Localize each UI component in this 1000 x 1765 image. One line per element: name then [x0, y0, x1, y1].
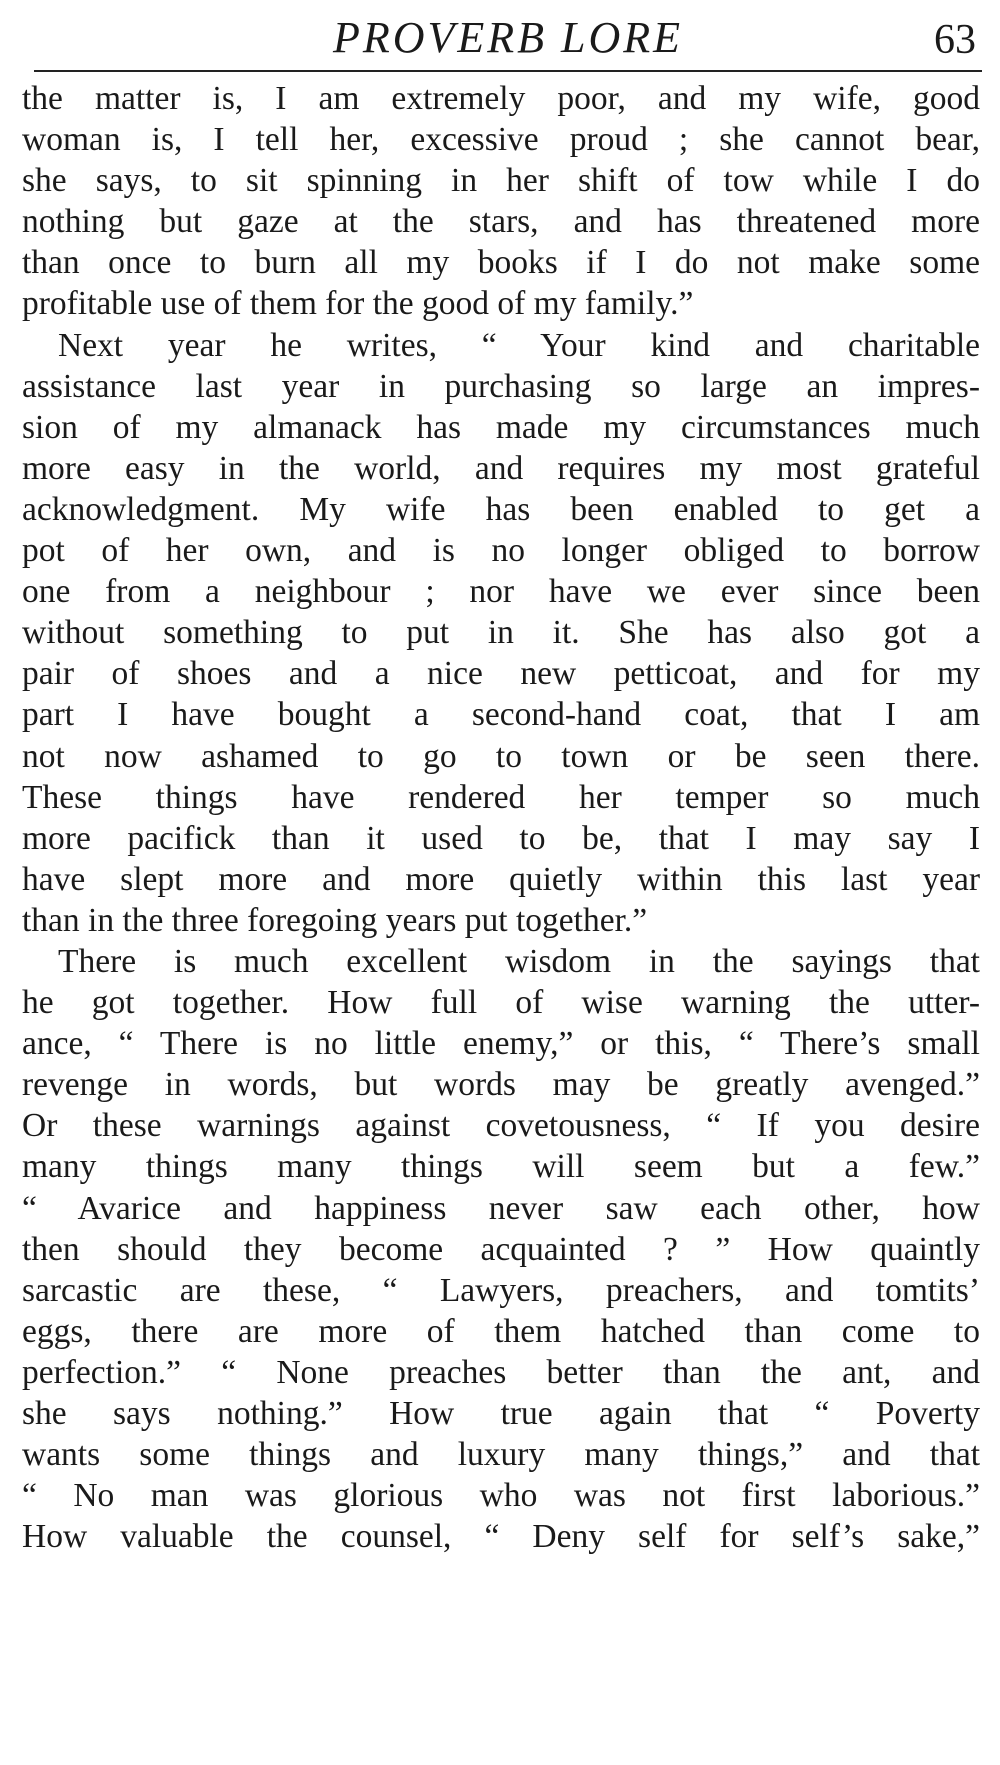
text-line: have slept more and more quietly within this last year — [22, 860, 980, 898]
text-line: she says nothing.” How true again that “ Poverty — [22, 1395, 980, 1432]
text-line: then should they become acquainted ? ” How quaintly — [22, 1230, 980, 1268]
header-rule — [34, 70, 982, 72]
text-line: part I have bought a second-hand coat, that I am — [22, 696, 980, 734]
text-line: than in the three foregoing years put together.” — [22, 901, 648, 939]
text-line: These things have rendered her temper so much — [22, 778, 980, 816]
text-line: perfection.” “ None preaches better than the ant, and — [22, 1353, 980, 1391]
text-line: without something to put in it. She has also got a — [22, 614, 980, 652]
text-line: not now ashamed to go to town or be seen there. — [22, 737, 980, 775]
text-line: “ No man was glorious who was not first laborious.” — [22, 1477, 980, 1515]
text-line: eggs, there are more of them hatched than come to — [22, 1312, 980, 1350]
text-line: assistance last year in purchasing so large an impres- — [22, 367, 980, 405]
text-line: than once to burn all my books if I do not make some — [22, 244, 980, 282]
text-line: woman is, I tell her, excessive proud ; she cannot bear, — [22, 121, 980, 159]
text-line: one from a neighbour ; nor have we ever since been — [22, 573, 980, 611]
text-line: more easy in the world, and requires my most grateful — [22, 449, 980, 487]
running-title: PROVERB LORE — [332, 13, 684, 62]
text-line: revenge in words, but words may be greatly avenged.” — [22, 1066, 980, 1104]
text-line: sion of my almanack has made my circumstances much — [22, 408, 980, 446]
page-number: 63 — [934, 17, 976, 63]
text-line: many things many things will seem but a few.” — [22, 1148, 980, 1186]
text-line: Next year he writes, “ Your kind and charitable — [58, 326, 980, 364]
text-line: How valuable the counsel, “ Deny self for self’s sake,” — [22, 1518, 980, 1556]
running-head — [34, 10, 982, 72]
text-line: pair of shoes and a nice new petticoat, and for my — [22, 655, 980, 693]
text-line: wants some things and luxury many things,” and that — [22, 1436, 980, 1474]
text-line: acknowledgment. My wife has been enabled to get a — [22, 490, 980, 528]
text-line: nothing but gaze at the stars, and has threatened more — [22, 203, 980, 241]
body-text — [22, 78, 980, 1557]
text-line: ance, “ There is no little enemy,” or this, “ There’s small — [22, 1025, 980, 1063]
text-line: Or these warnings against covetousness, “ If you desire — [22, 1107, 980, 1145]
text-line: she says, to sit spinning in her shift of tow while I do — [22, 162, 980, 200]
text-line: the matter is, I am extremely poor, and my wife, good — [22, 80, 980, 117]
text-line: “ Avarice and happiness never saw each other, how — [22, 1189, 980, 1227]
text-line: more pacifick than it used to be, that I may say I — [22, 819, 980, 857]
text-line: There is much excellent wisdom in the sayings that — [58, 942, 980, 980]
text-line: he got together. How full of wise warning the utter- — [22, 984, 980, 1022]
text-line: sarcastic are these, “ Lawyers, preachers, and tomtits’ — [22, 1271, 980, 1309]
text-line: profitable use of them for the good of my family.” — [22, 285, 694, 323]
text-line: pot of her own, and is no longer obliged to borrow — [22, 532, 980, 570]
